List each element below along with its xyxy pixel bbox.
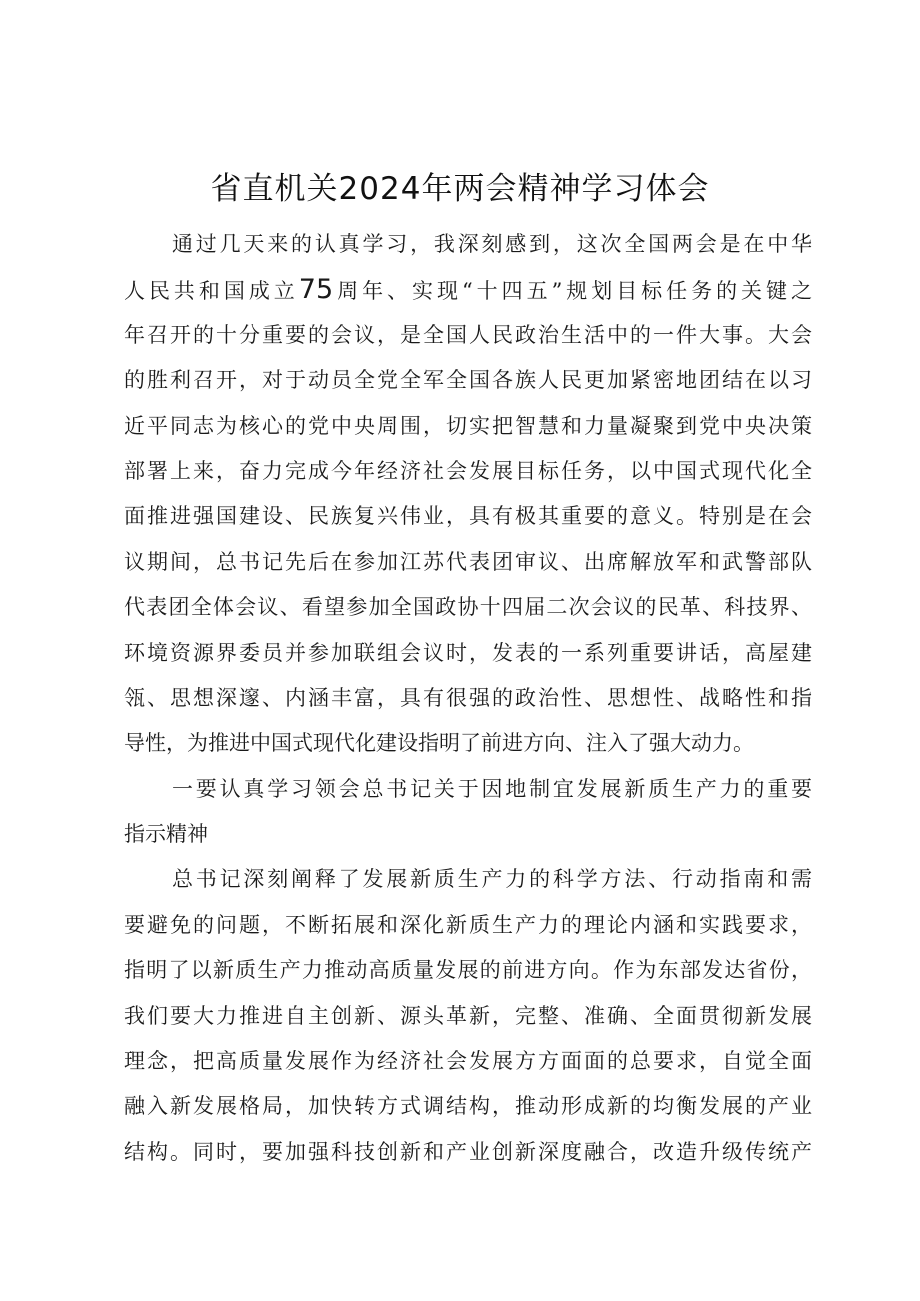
text-segment: 周年、实现“十四五”规划目标任务的关键之 <box>333 279 812 304</box>
text-line: 年召开的十分重要的会议，是全国人民政治生活中的一件大事。大会 <box>124 322 812 347</box>
text-line: 环境资源界委员并参加联组会议时，发表的一系列重要讲话，高屋建 <box>124 640 812 665</box>
text-line: 议期间，总书记先后在参加江苏代表团审议、出席解放军和武警部队 <box>124 549 812 574</box>
text-line: 导性，为推进中国式现代化建设指明了前进方向、注入了强大动力。 <box>124 731 754 756</box>
text-line: 的胜利召开，对于动员全党全军全国各族人民更加紧密地团结在以习 <box>124 368 812 393</box>
text-line <box>124 267 812 312</box>
text-line: 总书记深刻阐释了发展新质生产力的科学方法、行动指南和需 <box>172 867 812 892</box>
text-line: 融入新发展格局，加快转方式调结构，推动形成新的均衡发展的产业 <box>124 1094 812 1119</box>
text-line: 要避免的问题，不断拓展和深化新质生产力的理论内涵和实践要求， <box>124 912 812 937</box>
paragraph-intro <box>124 222 812 767</box>
text-line: 部署上来，奋力完成今年经济社会发展目标任务，以中国式现代化全 <box>124 458 812 483</box>
document-body <box>124 222 812 1175</box>
text-line: 通过几天来的认真学习，我深刻感到，这次全国两会是在中华 <box>172 232 812 256</box>
text-line: 近平同志为核心的党中央周围，切实把智慧和力量凝聚到党中央决策 <box>124 413 812 438</box>
text-line: 我们要大力推进自主创新、源头革新，完整、准确、全面贯彻新发展 <box>124 1003 812 1028</box>
text-line: 代表团全体会议、看望参加全国政协十四届二次会议的民革、科技界、 <box>124 595 812 620</box>
text-segment: 人民共和国成立 <box>124 279 299 304</box>
section-heading-paragraph <box>124 767 812 858</box>
text-line: 结构。同时，要加强科技创新和产业创新深度融合，改造升级传统产 <box>124 1139 812 1164</box>
text-line: 指明了以新质生产力推动高质量发展的前进方向。作为东部发达省份， <box>124 958 812 983</box>
text-line: 理念，把高质量发展作为经济社会发展方方面面的总要求，自觉全面 <box>124 1049 812 1074</box>
document-title: 省直机关2024年两会精神学习体会 <box>210 171 710 207</box>
text-line: 面推进强国建设、民族复兴伟业，具有极其重要的意义。特别是在会 <box>124 504 812 529</box>
text-line: 瓴、思想深邃、内涵丰富，具有很强的政治性、思想性、战略性和指 <box>124 685 812 710</box>
text-line: 一要认真学习领会总书记关于因地制宜发展新质生产力的重要 <box>172 776 812 801</box>
anniversary-number: 75 <box>298 274 334 306</box>
text-line: 指示精神 <box>124 822 208 847</box>
paragraph-new-productivity <box>124 857 812 1175</box>
